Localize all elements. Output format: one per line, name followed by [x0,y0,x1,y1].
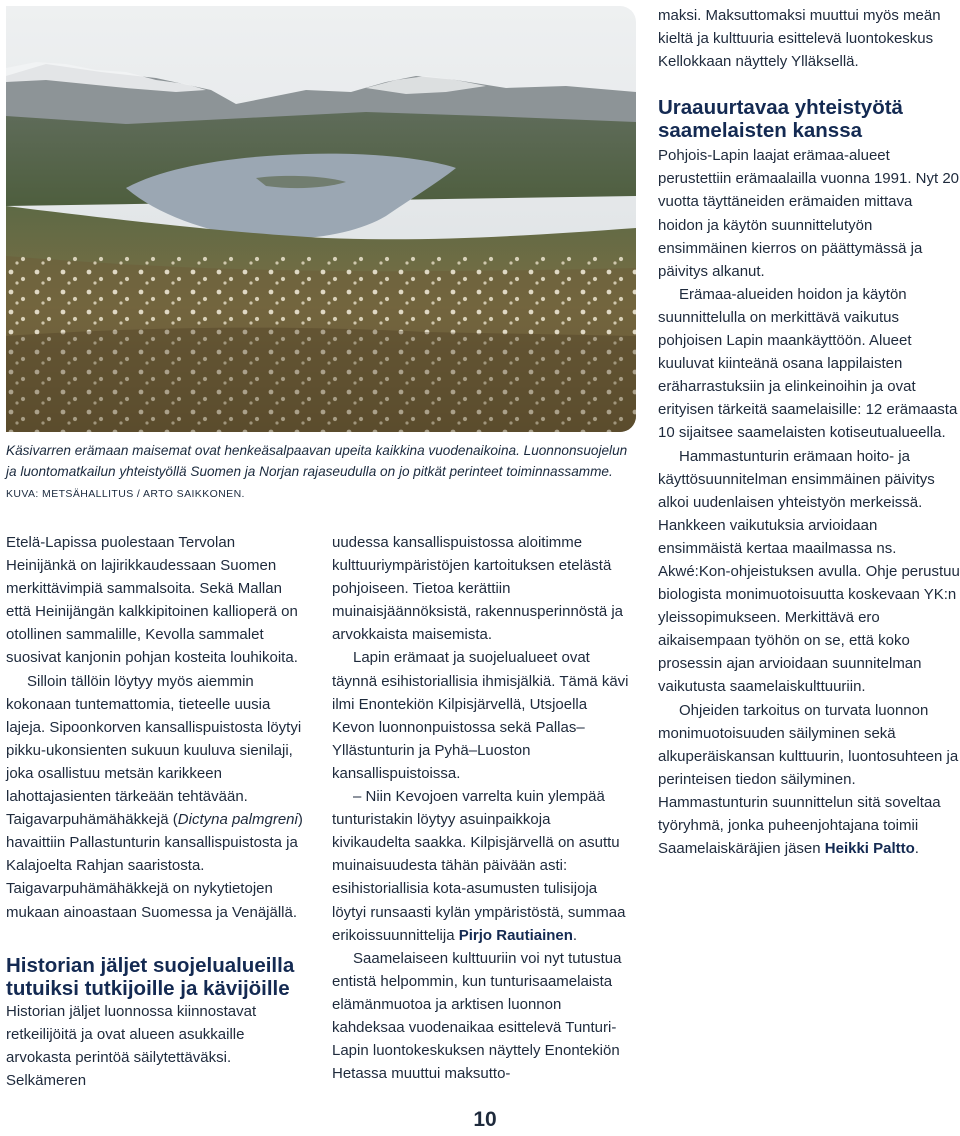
text-column-3 [658,4,960,860]
photo-caption [6,440,632,505]
landscape-photo-icon [6,6,636,432]
paragraph [658,699,960,861]
paragraph: Hammastunturin erämaan hoito- ja käyttösuunnitelman ensimmäinen päivitys alkoi uudenlaisen yhteistyön merkeissä. Hankkeen vaikutuksia arvioidaan ensimmäistä kertaa maailmassa ns. Akwé:Kon-ohjeistuksen avulla. Ohje perustuu biologista monimuotoisuutta koskevaan YK:n yleissopimukseen. Merkittävä ero aikaisempaan työhön on se, että koko prosessin ajan arvioidaan suunnitelman vaikutusta saamelaiskulttuuriin. [658,447,960,696]
paragraph: Erämaa-alueiden hoidon ja käytön suunnittelulla on merkittävä vaikutus pohjoisen Lapin maankäyttöön. Alueet kuuluvat kiinteänä osana lappilaisten eräharrastuksiin ja elinkeinoihin ja ovat erityisen tärkeitä saamelaisille: 12 erämaasta 10 sijaitsee saamelaisten kotiseutualueella. [658,285,958,442]
paragraph-text: ) havaittiin Pallastunturin kansallispuistosta ja Kalajoelta Rahjan saaristosta. Taigavarpuhämähäkkejä on nykytietojen mukaan ainoastaan Suomessa ja Venäjällä. [6,811,303,921]
caption-text: Käsivarren erämaan maisemat ovat henkeäsalpaavan upeita kaikkina vuodenaikoina. Luonnonsuojelun ja luontomatkailun yhteistyöllä Suomen ja Norjan rajaseudulla on jo pitkät perinteet toiminnassamme. [6,443,628,479]
text-column-1 [6,531,308,1092]
text-column-2 [332,531,632,1085]
species-name: Dictyna palmgreni [177,811,298,829]
paragraph: Historian jäljet luonnossa kiinnostavat retkeilijöitä ja ovat alueen asukkaille arvokasta perintöä säilytettäväksi. Selkämeren [6,1002,257,1089]
section-heading: Uraauurtavaa yhteistyötä saamelaisten kanssa [658,96,903,143]
page-number: 10 [473,1108,497,1131]
paragraph: maksi. Maksuttomaksi muuttui myös meän kieltä ja kulttuuria esittelevä luontokeskus Kellokkaan näyttely Ylläksellä. [658,7,941,71]
paragraph-text: . [914,840,919,858]
paragraph [332,785,632,947]
section-heading: Historian jäljet suojelualueilla tutuiksi tutkijoille ja kävijöille [6,953,295,1000]
paragraph [6,670,308,924]
paragraph: Pohjois-Lapin laajat erämaa-alueet perustettiin erämaalailla vuonna 1991. Nyt 20 vuotta täyttäneiden erämaiden mittava hoidon ja käytön suunnittelutyön ensimmäinen kierros on päättymässä ja päivitys alkanut. [658,147,960,280]
person-name: Pirjo Rautiainen [458,926,573,944]
paragraph-text: – Niin Kevojoen varrelta kuin ylempää tunturistakin löytyy asuinpaikkoja kivikaudelta saakka. Kilpisjärvellä on asuttu muinaisuudesta tähän päivään asti: esihistoriallisia kota-asumusten tulisijoja löytyi runsaasti kylän ympäristöstä, summaa erikoissuunnittelija [332,788,626,944]
person-name: Heikki Paltto [824,840,915,858]
paragraph: uudessa kansallispuistossa aloitimme kulttuuriympäristöjen kartoituksen etelästä pohjoiseen. Tietoa kerättiin muinaisjäännöksistä, rakennusperinnöstä ja arvokkaista maisemista. [332,534,624,644]
photo-credit: KUVA: METSÄHALLITUS / ARTO SAIKKONEN. [6,488,245,500]
paragraph-text: Ohjeiden tarkoitus on turvata luonnon monimuotoisuuden säilyminen sekä alkuperäiskansan kulttuurin, luontosuhteen ja perinteisen tiedon säilyminen. Hammastunturin suunnittelun sitä soveltaa työryhmä, jonka puheenjohtajana toimii Saamelaiskäräjien jäsen [658,701,959,858]
paragraph: Lapin erämaat ja suojelualueet ovat täynnä esihistoriallisia ihmisjälkiä. Tämä kävi ilmi Enontekiön Kilpisjärvellä, Utsjoella Kevon luonnonpuistossa sekä Pallas–Yllästunturin ja Pyhä–Luoston kansallispuistoissa. [332,649,629,782]
paragraph-text: Silloin tällöin löytyy myös aiemmin kokonaan tuntemattomia, tieteelle uusia lajeja. Sipoonkorven kansallispuistosta löytyi pikku-ukonsienten sukuun kuuluva sienilaji, joka osallistuu metsän karikkeen lahottajasienten tärkeään tehtävään. Taigavarpuhämähäkkejä ( [6,672,302,829]
paragraph: Etelä-Lapissa puolestaan Tervolan Heinijänkä on lajirikkaudessaan Suomen merkittävimpiä sammalsoita. Sekä Mallan että Heinijängän kalkkipitoinen kallioperä on otollinen sammalille, Kevolla sammalet suosivat kanjonin pohjan kosteita louhikoita. [6,534,298,667]
paragraph-text: . [572,926,578,944]
landscape-photo [6,6,636,432]
paragraph: Saamelaiseen kulttuuriin voi nyt tutustua entistä helpommin, kun tunturisaamelaista elämänmuotoa ja arktisen luonnon kahdeksaa vuodenaikaa esittelevä Tunturi-Lapin luontokeskuksen näyttely Enontekiön Hetassa muuttui maksutto- [332,949,622,1083]
